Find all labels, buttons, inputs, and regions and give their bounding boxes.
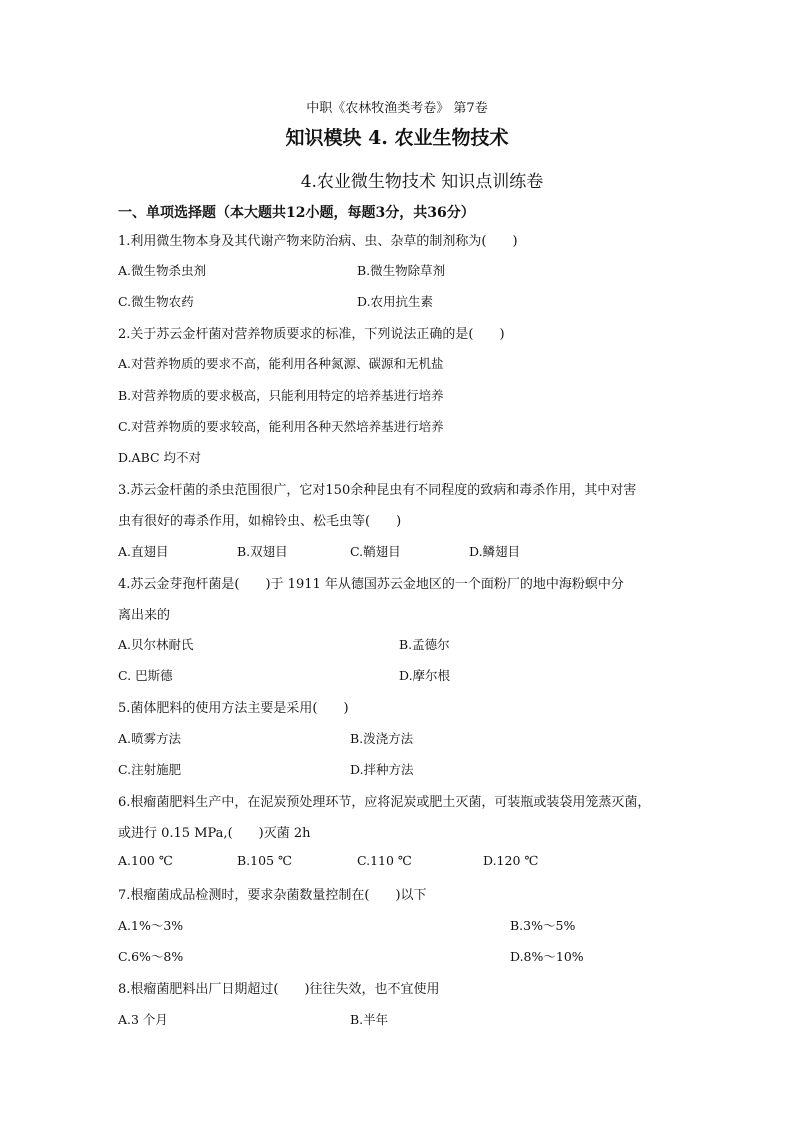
question-6-stem-line-2: 或进行 0.15 MPa,( )灭菌 2h: [118, 826, 311, 841]
question-1-option-a: A.微生物杀虫剂: [118, 263, 207, 278]
question-4-stem-line-2: 离出来的: [118, 608, 171, 623]
page-subtitle: 4.农业微生物技术 知识点训练卷: [300, 172, 544, 192]
question-1-stem: 1.利用微生物本身及其代谢产物来防治病、虫、杂草的制剂称为( ): [118, 234, 518, 249]
question-5-option-c: C.注射施肥: [118, 762, 182, 777]
question-4-stem-line-1: 4.苏云金芽孢杆菌是( )于 1911 年从德国苏云金地区的一个面粉厂的地中海粉螟中分: [118, 577, 624, 592]
exam-header: 中职《农林牧渔类考卷》 第7卷: [306, 101, 488, 116]
question-7-option-a: A.1%～3%: [118, 918, 184, 933]
question-2-stem: 2.关于苏云金杆菌对营养物质要求的标准，下列说法正确的是( ): [118, 327, 505, 342]
question-8-option-b: B.半年: [350, 1012, 389, 1027]
question-3-option-a: A.直翅目: [118, 544, 169, 559]
question-3-option-c: C.鞘翅目: [350, 544, 401, 559]
question-2-option-c: C.对营养物质的要求较高，能利用各种天然培养基进行培养: [118, 419, 444, 434]
question-8-option-a: A.3 个月: [118, 1012, 168, 1027]
question-6-stem-line-1: 6.根瘤菌肥料生产中，在泥炭预处理环节，应将泥炭或肥土灭菌，可装瓶或装袋用笼蒸灭菌，: [118, 795, 651, 810]
question-5-stem: 5.菌体肥料的使用方法主要是采用( ): [118, 701, 349, 716]
question-6-option-d: D.120 ℃: [483, 853, 539, 868]
question-4-option-a: A.贝尔林耐氏: [118, 637, 194, 652]
question-1-option-d: D.农用抗生素: [357, 294, 434, 309]
question-3-option-d: D.鳞翅目: [469, 544, 521, 559]
question-7-option-b: B.3%～5%: [510, 918, 576, 933]
question-7-option-c: C.6%～8%: [118, 949, 184, 964]
question-4-option-c: C. 巴斯德: [118, 668, 173, 683]
question-5-option-a: A.喷雾方法: [118, 731, 182, 746]
question-5-option-b: B.泼浇方法: [350, 731, 414, 746]
question-4-option-b: B.孟德尔: [399, 637, 450, 652]
question-3-stem-line-2: 虫有很好的毒杀作用，如棉铃虫、松毛虫等( ): [118, 514, 402, 529]
question-2-option-b: B.对营养物质的要求极高，只能利用特定的培养基进行培养: [118, 388, 444, 403]
question-6-option-c: C.110 ℃: [357, 853, 412, 868]
question-8-stem: 8.根瘤菌肥料出厂日期超过( )往往失效，也不宜使用: [118, 982, 440, 997]
question-6-option-b: B.105 ℃: [237, 853, 292, 868]
question-7-option-d: D.8%～10%: [510, 949, 584, 964]
question-4-option-d: D.摩尔根: [399, 668, 451, 683]
question-2-option-a: A.对营养物质的要求不高，能利用各种氮源、碳源和无机盐: [118, 356, 444, 371]
question-3-option-b: B.双翅目: [237, 544, 288, 559]
question-7-stem: 7.根瘤菌成品检测时，要求杂菌数量控制在( )以下: [118, 888, 427, 903]
question-6-option-a: A.100 ℃: [118, 853, 173, 868]
page-title: 知识模块 4. 农业生物技术: [285, 127, 509, 149]
section-heading: 一、单项选择题（本大题共12小题，每题3分，共36分）: [118, 205, 475, 221]
question-2-option-d: D.ABC 均不对: [118, 450, 202, 465]
question-1-option-b: B.微生物除草剂: [357, 263, 446, 278]
question-3-stem-line-1: 3.苏云金杆菌的杀虫范围很广，它对150余种昆虫有不同程度的致病和毒杀作用，其中对害: [118, 483, 637, 498]
question-5-option-d: D.拌种方法: [350, 762, 414, 777]
question-1-option-c: C.微生物农药: [118, 294, 194, 309]
